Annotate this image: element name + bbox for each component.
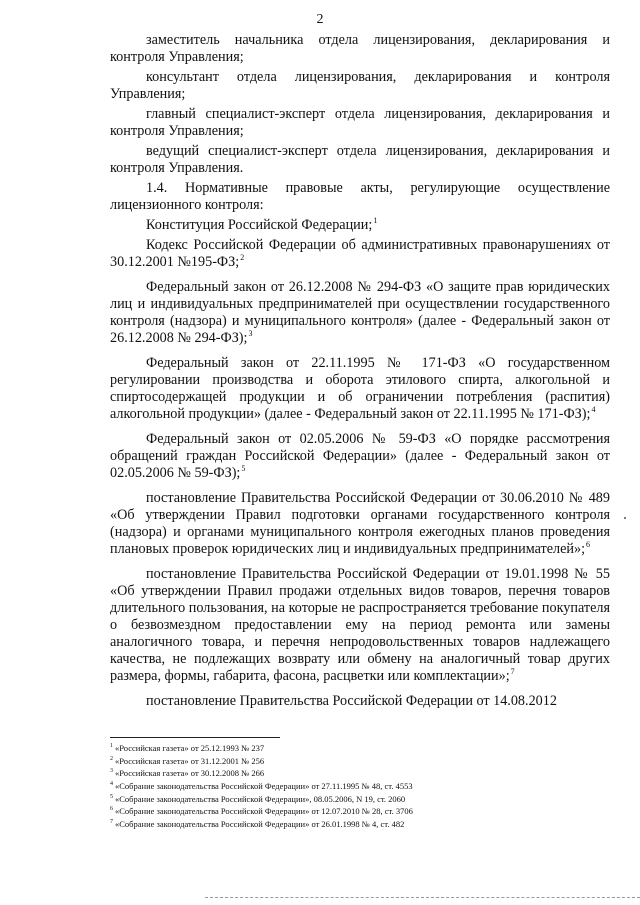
footnote-item: $^3$ «Российская газета» от 30.12.2008 № 266 <box>110 768 265 779</box>
scan-artifact-line <box>205 897 640 898</box>
paragraph-resolution-55: постановление Правительства Российской Федерации от 19.01.1998 № 55 «Об утверждении Правил продажи отдельных видов товаров, перечня товаров длительного пользования, на которые не распространяется требование покупателя о безвозмездном предоставлении ему на период ремонта или замены аналогичного товара, и перечня непродовольственных товаров надлежащего качества, не подлежащих возврату или обмену на аналогичный товар других размера, формы, габарита, фасона, расцветки или комплектации»;$^7$ <box>110 566 610 684</box>
footnote-ref: 3 <box>248 329 253 339</box>
footnote-item: $^1$ «Российская газета» от 25.12.1993 № 237 <box>110 742 265 753</box>
scan-speck <box>624 517 626 519</box>
footnote-item: $^5$ «Собрание законодательства Российской Федерации», 08.05.2006, N 19, ст. 2060 <box>110 793 406 804</box>
paragraph-resolution-2012: постановление Правительства Российской Федерации от 14.08.2012 <box>146 693 557 709</box>
paragraph-section-1-4: 1.4. Нормативные правовые акты, регулирующие осуществление лицензионного контроля: <box>110 180 610 213</box>
paragraph-chief-specialist: главный специалист-эксперт отдела лицензирования, декларирования и контроля Управления; <box>110 106 610 139</box>
paragraph-constitution: Конституция Российской Федерации;$^1$ <box>146 216 378 233</box>
footnote-ref: 4 <box>591 405 596 415</box>
paragraph-consultant: консультант отдела лицензирования, декларирования и контроля Управления; <box>110 69 610 102</box>
paragraph-law-59: Федеральный закон от 02.05.2006 № 59-ФЗ «О порядке рассмотрения обращений граждан Российской Федерации» (далее - Федеральный закон от 02.05.2006 № 59-ФЗ);$^5$ <box>110 431 610 481</box>
paragraph-leading-specialist: ведущий специалист-эксперт отдела лицензирования, декларирования и контроля Управления. <box>110 143 610 176</box>
footnote-ref: 2 <box>240 253 245 263</box>
footnote-divider <box>110 737 280 738</box>
paragraph-law-171: Федеральный закон от 22.11.1995 № 171-ФЗ «О государственном регулировании производства и оборота этилового спирта, алкогольной и спиртосодержащей продукции и об ограничении потребления (распития) алкогольной продукции» (далее - Федеральный закон от 22.11.1995 № 171-ФЗ);$^4$ <box>110 355 610 422</box>
footnotes <box>110 741 610 829</box>
document-body <box>110 32 610 718</box>
footnote-ref: 7 <box>510 667 515 677</box>
footnote-item: $^6$ «Собрание законодательства Российской Федерации» от 12.07.2010 № 28, ст. 3706 <box>110 805 413 816</box>
footnote-ref: 5 <box>241 464 246 474</box>
footnote-item: $^7$ «Собрание законодательства Российской Федерации» от 26.01.1998 № 4, ст. 482 <box>110 818 405 829</box>
footnote-ref: 6 <box>586 540 591 550</box>
paragraph-law-294: Федеральный закон от 26.12.2008 № 294-ФЗ «О защите прав юридических лиц и индивидуальных предпринимателей при осуществлении государственного контроля (надзора) и муниципального контроля» (далее - Федеральный закон от 26.12.2008 № 294-ФЗ);$^3$ <box>110 279 610 346</box>
footnote-ref: 1 <box>373 216 378 226</box>
paragraph-resolution-489: постановление Правительства Российской Федерации от 30.06.2010 № 489 «Об утверждении Правил подготовки органами государственного контроля (надзора) и органами муниципального контроля ежегодных планов проведения плановых проверок юридических лиц и индивидуальных предпринимателей»;$^6$ <box>110 490 610 557</box>
paragraph-deputy-head: заместитель начальника отдела лицензирования, декларирования и контроля Управления; <box>110 32 610 65</box>
page-number: 2 <box>316 12 324 27</box>
paragraph-code-offences: Кодекс Российской Федерации об административных правонарушениях от 30.12.2001 №195-ФЗ;$^2$ <box>110 237 610 270</box>
footnote-item: $^4$ «Собрание законодательства Российской Федерации» от 27.11.1995 № 48, ст. 4553 <box>110 780 413 791</box>
footnote-item: $^2$ «Российская газета» от 31.12.2001 № 256 <box>110 755 265 766</box>
